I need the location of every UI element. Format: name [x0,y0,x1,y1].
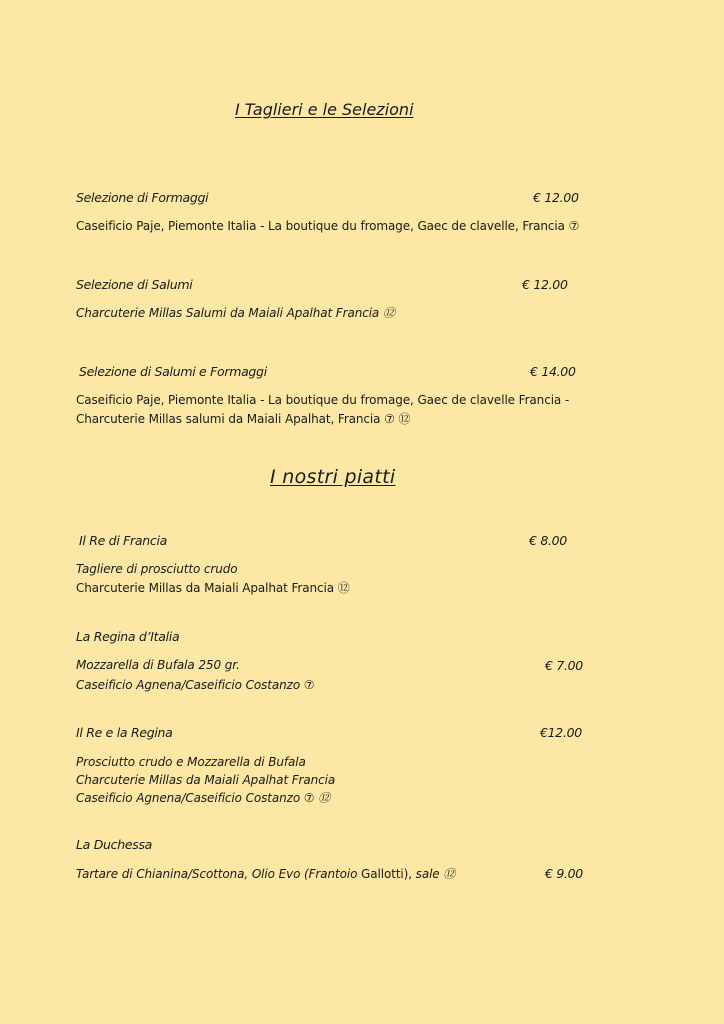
item-price-duchessa: € 9.00 [545,866,583,881]
item-desc-re-e-regina-line3: Caseificio Agnena/Caseificio Costanzo ⑦ ⑫ [76,791,331,805]
item-desc-selezione-salumi-formaggi-line2: Charcuterie Millas salumi da Maiali Apalhat, Francia ⑦ ⑫ [76,412,411,426]
item-desc-duchessa-part2: Gallotti), [361,867,416,881]
item-desc-regina-italia-line1: Mozzarella di Bufala 250 gr. [76,658,240,672]
item-desc-re-di-francia-line2: Charcuterie Millas da Maiali Apalhat Francia ⑫ [76,581,350,595]
item-desc-re-e-regina-line1: Prosciutto crudo e Mozzarella di Bufala [76,755,306,769]
item-desc-re-e-regina-line2: Charcuterie Millas da Maiali Apalhat Francia [76,773,336,787]
item-desc-duchessa-part1: Tartare di Chianina/Scottona, Olio Evo (Frantoio [76,867,362,881]
item-name-selezione-formaggi: Selezione di Formaggi [76,190,209,205]
item-price-selezione-formaggi: € 12.00 [533,190,579,205]
item-name-selezione-salumi-formaggi: Selezione di Salumi e Formaggi [79,364,267,379]
item-price-selezione-salumi-formaggi: € 14.00 [530,364,576,379]
item-desc-duchessa-part3: sale ⑫ [415,867,456,881]
item-name-re-e-regina: Il Re e la Regina [76,725,173,740]
item-price-regina-italia: € 7.00 [545,658,583,673]
item-price-re-di-francia: € 8.00 [529,533,567,548]
item-name-selezione-salumi: Selezione di Salumi [76,277,193,292]
item-name-re-di-francia: Il Re di Francia [79,533,167,548]
item-price-re-e-regina: €12.00 [540,725,582,740]
item-desc-selezione-salumi-formaggi-line1: Caseificio Paje, Piemonte Italia - La boutique du fromage, Gaec de clavelle Francia - [76,393,570,407]
item-desc-regina-italia-line2: Caseificio Agnena/Caseificio Costanzo ⑦ [76,678,315,692]
item-desc-selezione-formaggi: Caseificio Paje, Piemonte Italia - La boutique du fromage, Gaec de clavelle, Francia ⑦ [76,219,580,233]
item-desc-selezione-salumi: Charcuterie Millas Salumi da Maiali Apalhat Francia ⑫ [76,306,395,320]
section-title-taglieri: I Taglieri e le Selezioni [235,100,414,119]
item-desc-re-di-francia-line1: Tagliere di prosciutto crudo [76,562,238,576]
item-desc-duchessa [76,865,455,883]
item-name-regina-italia: La Regina d’Italia [76,629,180,644]
item-price-selezione-salumi: € 12.00 [522,277,568,292]
item-name-duchessa: La Duchessa [76,837,153,852]
section-title-piatti: I nostri piatti [270,466,396,488]
